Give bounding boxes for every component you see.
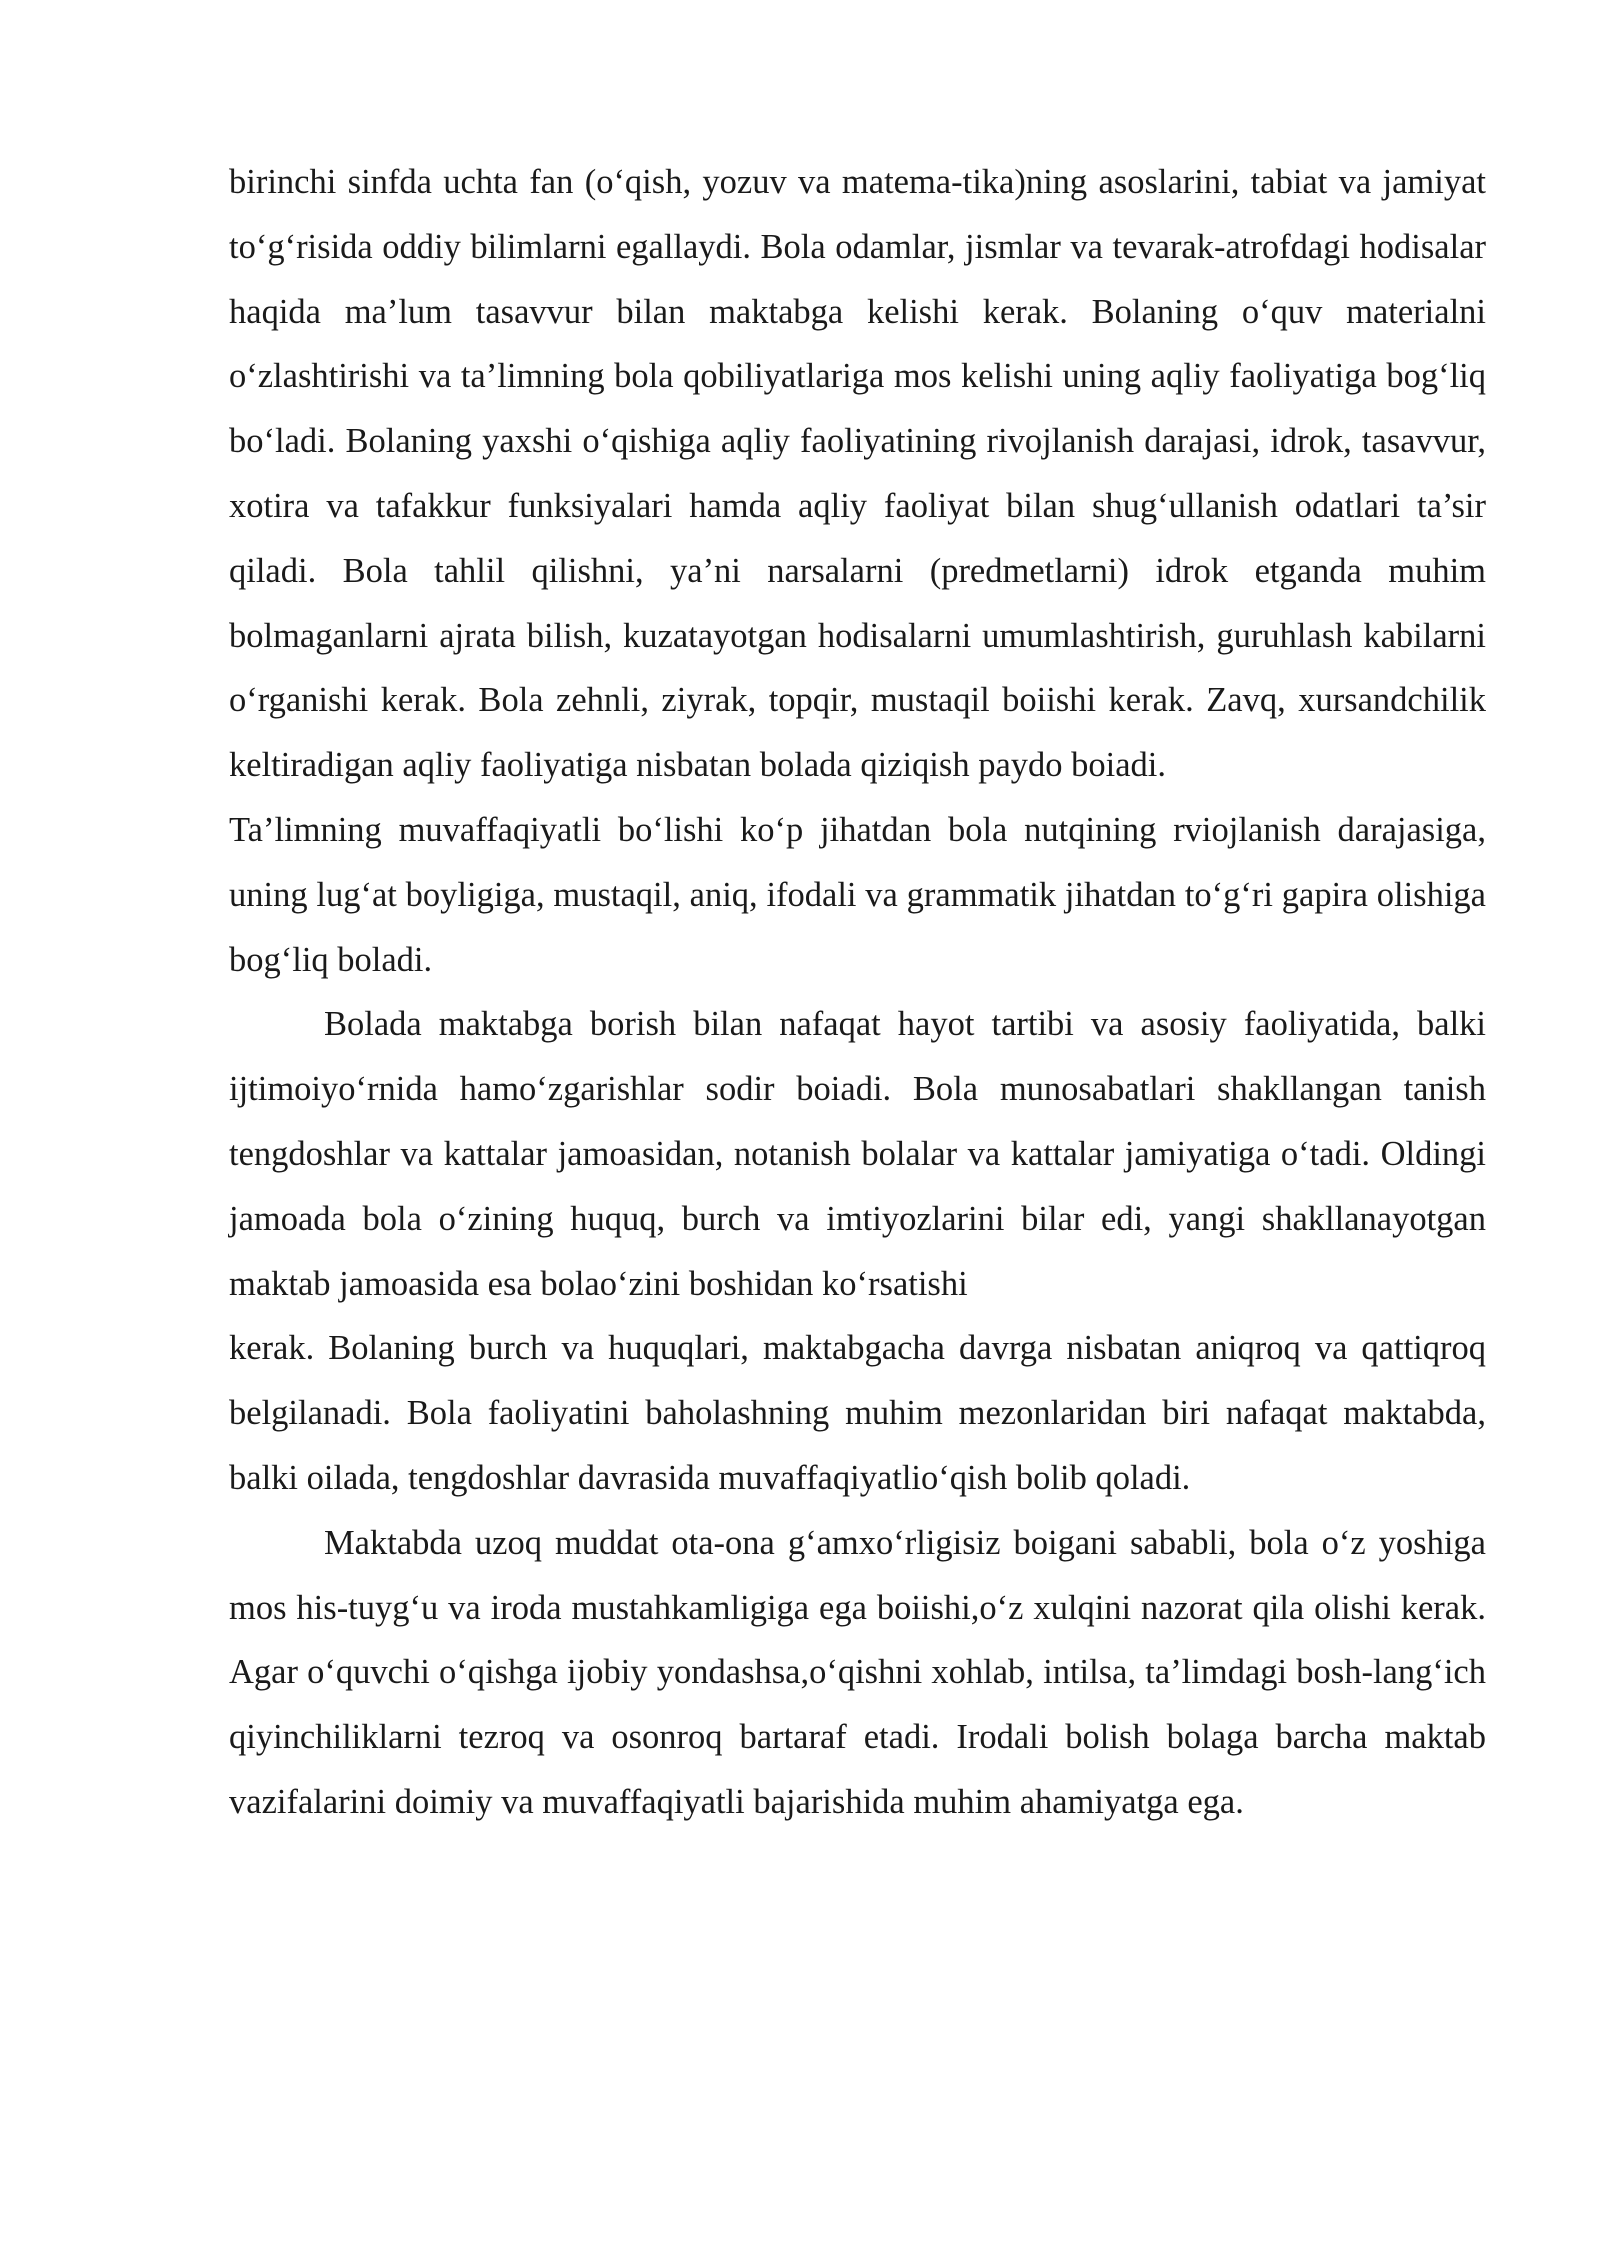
paragraph-iroda: Maktabda uzoq muddat ota-ona g‘amxo‘rligisiz boigani sababli, bola o‘z yoshiga mos his-tuyg‘u va iroda mustahkamligiga ega boiishi,o‘z xulqini nazorat qila olishi kerak. Agar o‘quvchi o‘qishga ijobiy yondashsa,o‘qishni xohlab, intilsa, ta’limdagi bosh-lang‘ich qiyinchiliklarni tezroq va osonroq bartaraf etadi. Irodali bolish bolaga barcha maktab vazifalarini doimiy va muvaffaqiyatli bajarishida muhim ahamiyatga ega. (229, 1523, 1486, 1821)
paragraph-continuation: birinchi sinfda uchta fan (o‘qish, yozuv va matema-tika)ning asoslarini, tabiat va jamiyat to‘g‘risida oddiy bilimlarni egallaydi. Bola odamlar, jismlar va tevarak-atrofdagi hodisalar haqida ma’lum tasavvur bilan maktabga kelishi kerak. Bolaning o‘quv materialni o‘zlashtirishi va ta’limning bola qobiliyatlariga mos kelishi uning aqliy faoliyatiga bog‘liq bo‘ladi. Bolaning yaxshi o‘qishiga aqliy faoliyatining rivojlanish darajasi, idrok, tasavvur, xotira va tafakkur funksiyalari hamda aqliy faoliyat bilan shug‘ullanish odatlari ta’sir qiladi. Bola tahlil qilishni, ya’ni narsalarni (predmetlarni) idrok etganda muhim bolmaganlarni ajrata bilish, kuzatayotgan hodisalarni umumlashtirish, guruhlash kabilarni o‘rganishi kerak. Bola zehnli, ziyrak, topqir, mustaqil boiishi kerak. Zavq, xursandchilik keltiradigan aqliy faoliyatiga nisbatan bolada qiziqish paydo boiadi. (229, 163, 1486, 785)
paragraph-maktabga-borish: Bolada maktabga borish bilan nafaqat hayot tartibi va asosiy faoliyatida, balki ijtimoiyo‘rnida hamo‘zgarishlar sodir boiadi. Bola munosabatlari shakllangan tanish tengdoshlar va kattalar jamoasidan, notanish bolalar va kattalar jamiyatiga o‘tadi. Oldingi jamoada bola o‘zining huquq, burch va imtiyozlarini bilar edi, yangi shakllanayotgan maktab jamoasida esa bolao‘zini boshidan ko‘rsatishi (229, 1005, 1486, 1303)
document-page (229, 150, 1486, 1835)
paragraph-burch-huquq: kerak. Bolaning burch va huquqlari, maktabgacha davrga nisbatan aniqroq va qattiqroq belgilanadi. Bola faoliyatini baholashning muhim mezonlaridan biri nafaqat maktabda, balki oilada, tengdoshlar davrasida muvaffaqiyatlio‘qish bolib qoladi. (229, 1329, 1486, 1497)
paragraph-talim: Ta’limning muvaffaqiyatli bo‘lishi ko‘p jihatdan bola nutqining rviojlanish darajasiga, uning lug‘at boyligiga, mustaqil, aniq, ifodali va grammatik jihatdan to‘g‘ri gapira olishiga bog‘liq boladi. (229, 810, 1486, 979)
